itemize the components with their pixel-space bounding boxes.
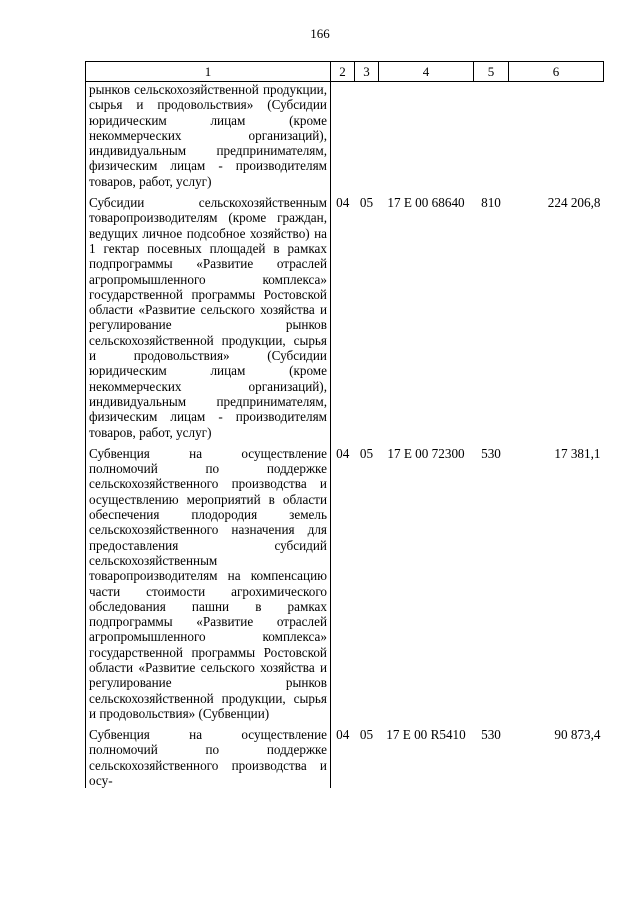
table-row <box>86 727 604 788</box>
table-row <box>86 446 604 721</box>
table-row <box>86 82 604 190</box>
row-sum: 17 381,1 <box>554 445 601 461</box>
page-number: 166 <box>310 26 330 41</box>
row-csr: 17 Е 00 72300 <box>387 445 465 461</box>
row-description: Субсидии сельскохозяйственным товаропроизводителям (кроме граждан, ведущих личное подсобное хозяйство) на 1 гектар посевных площадей в рамках подпрограммы «Развитие отраслей агропромышленного комплекса» государственной программы Ростовской области «Развитие сельского хозяйства и регулирование рынков сельскохозяйственной продукции, сырья и продовольствия» (Субсидии юридическим лицам (кроме некоммерческих организаций), индивидуальным предпринимателям, физическим лицам - производителям товаров, работ, услуг) <box>86 195 331 440</box>
row-rz <box>331 82 355 190</box>
row-vr: 530 <box>481 445 501 461</box>
column-header-4: 4 <box>379 62 474 82</box>
row-pr <box>355 82 379 190</box>
row-rz: 04 <box>336 727 350 743</box>
row-pr: 05 <box>359 445 374 461</box>
row-sum: 224 206,8 <box>547 195 601 211</box>
column-header-5: 5 <box>474 62 509 82</box>
table-row <box>86 195 604 440</box>
row-vr: 810 <box>481 195 501 211</box>
table-header <box>86 62 604 82</box>
row-sum: 90 873,4 <box>554 727 601 743</box>
row-rz: 04 <box>336 445 350 461</box>
row-pr: 05 <box>359 727 374 743</box>
row-sum <box>509 82 604 190</box>
budget-table <box>85 61 604 788</box>
row-description: Субвенция на осуществление полномочий по поддержке сельскохозяйственного производства и осу- <box>86 727 331 788</box>
column-header-1: 1 <box>86 62 331 82</box>
row-description: Субвенция на осуществление полномочий по поддержке сельскохозяйственного производства и осуществлению мероприятий в области обеспечения плодородия земель сельскохозяйственного назначения для предоставления субсидий сельскохозяйственным товаропроизводителям на компенсацию части стоимости агрохимического обследования пашни в рамках подпрограммы «Развитие отраслей агропромышленного комплекса» государственной программы Ростовской области «Развитие сельского хозяйства и регулирование рынков сельскохозяйственной продукции, сырья и продовольствия» (Субвенции) <box>86 446 331 721</box>
column-header-3: 3 <box>355 62 379 82</box>
column-header-2: 2 <box>331 62 355 82</box>
row-vr <box>474 82 509 190</box>
row-vr: 530 <box>481 727 501 743</box>
row-csr: 17 Е 00 R5410 <box>386 727 466 743</box>
row-pr: 05 <box>359 195 374 211</box>
row-csr: 17 Е 00 68640 <box>387 195 465 211</box>
row-rz: 04 <box>336 195 350 211</box>
column-header-6: 6 <box>509 62 604 82</box>
row-csr <box>379 82 474 190</box>
row-description: рынков сельскохозяйственной продукции, сырья и продовольствия» (Субсидии юридическим лицам (кроме некоммерческих организаций), индивидуальным предпринимателям, физическим лицам - производителям товаров, работ, услуг) <box>86 82 331 190</box>
